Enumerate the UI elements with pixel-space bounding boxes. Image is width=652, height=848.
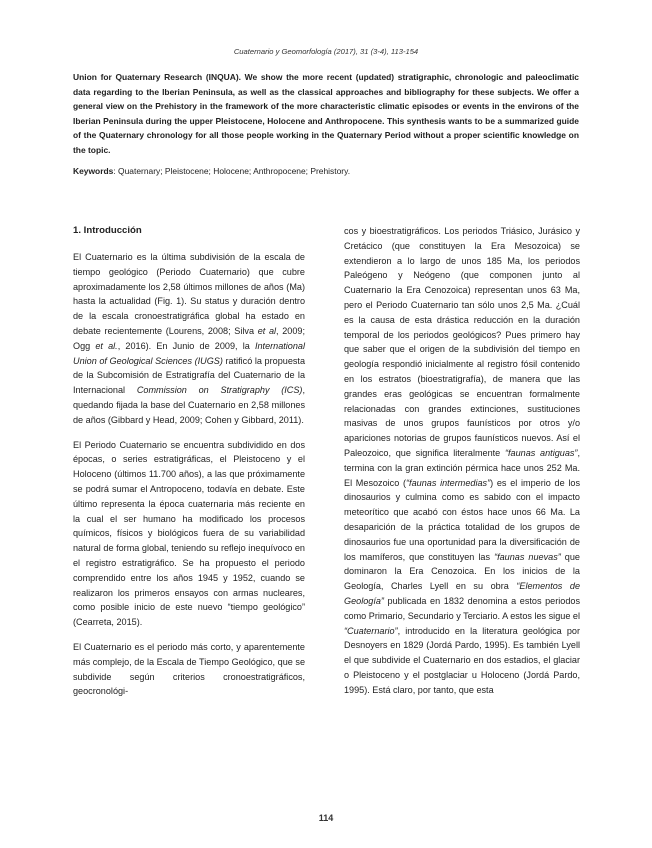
- keywords-list: Quaternary; Pleistocene; Holocene; Anthropocene; Prehistory.: [118, 166, 351, 176]
- section-title: 1. Introducción: [73, 225, 142, 236]
- abstract-text: Union for Quaternary Research (INQUA). We show the more recent (updated) stratigraphic, chronologic and paleoclimatic data regarding to the Iberian Peninsula, as well as the classical approaches and bibliography for these subjects. We offer a general view on the Prehistory in the framework of the more characteristic climatic episodes or events in the environs of the Iberian Peninsula during the upper Pleistocene, Holocene and Anthropocene. This synthesis wants to be a summarized guide of the Quaternary chronology for all those people working in the Quaternary Period without a proper scientific knowledge on the topic.: [73, 72, 579, 155]
- left-column: [73, 224, 305, 709]
- keywords-label: Keywords: [73, 166, 114, 176]
- paragraph-3: El Cuaternario es el periodo más corto, y aparentemente más complejo, de la Escala de Tiempo Geológico, que se subdivide según criterios cronoestratigráficos, geocronológi-: [73, 641, 305, 697]
- paragraph-3-continued: cos y bioestratigráficos. Los periodos Triásico, Jurásico y Cretácico (que constituyen la Era Mesozoica) se extendieron a lo largo de unos 185 Ma, los periodos Paleógeno y Neógeno (que componen junto al Cuaternario la Era Cenozoica) representan unos 63 Ma, pero el Periodo Cuaternario tan sólo unos 2,5 Ma. ¿Cuál es la causa de esta drástica reducción en la duración temporal de los periodos geológicos? Pues primero hay que saber que el origen de la subdivisión del tiempo en geología respondió inicialmente al registro fósil contenido en los estratos (bioestratigrafía), de manera que las grandes eras geológicas se encuentran formalmente relacionadas con grandes extinciones, sustituciones masivas de unos grupos faunísticos por otros y/o apariciones notorias de grupos faunísticos nuevos. Así el Paleozoico, que significa literalmente “faunas antiguas”, termina con la gran extinción pérmica hace unos 252 Ma. El Mesozoico (“faunas intermedias”) es el imperio de los dinosaurios y culmina como es sabido con el impacto meteorítico que acabó con éstos hace unos 66 Ma. La desaparición de la práctica totalidad de los grupos de dinosaurios fue una oportunidad para la diversificación de los mamíferos, que constituyen las “faunas nuevas” que dominaron la Era Cenozoica. En los inicios de la Geología, Charles Lyell en su obra “Elementos de Geología” publicada en 1832 denomina a estos periodos como Primario, Secundario y Terciario. A estos les sigue el “Cuaternario”, introducido en la literatura geológica por Desnoyers en 1829 (Jordá Pardo, 1995). Es también Lyell el que subdivide el Cuaternario en dos estadios, el glaciar o Pleistoceno y el postglaciar u Holoceno (Jordá Pardo, 1995). Está claro, por tanto, que esta: [344, 226, 580, 695]
- paragraph-2: El Periodo Cuaternario se encuentra subdividido en dos épocas, o series estratigráficas, el Pleistoceno y el Holoceno (últimos 11.700 años), a las que próximamente se podrá sumar el Antropoceno, todavía en debate. Este último representa la época cuaternaria más reciente en la cual el ser humano ha modificado los procesos químicos, físicos y biológicos fuera de su variabilidad natural de forma global, teniendo su reflejo inequívoco en el registro estratigráfico. Se ha propuesto el periodo comprendido entre los años 1945 y 1952, cuando se realizaron los primeros ensayos con armas nucleares, como posible inicio de este nuevo “tiempo geológico” (Cearreta, 2015).: [73, 439, 305, 628]
- paragraph-1: El Cuaternario es la última subdivisión de la escala de tiempo geológico (Periodo Cuaternario) que cubre aproximadamente los 2,58 últimos millones de años (Ma) hasta la actualidad (Fig. 1). Su status y duración dentro de la escala cronoestratigráfica global ha estado en debate recientemente (Lourens, 2008; Silva et al, 2009; Ogg et al., 2016). En Junio de 2009, la International Union of Geological Sciences (IUGS) ratificó la propuesta de la Subcomisión de Estratigrafía del Cuaternario de la Internacional Commission on Stratigraphy (ICS), quedando fijada la base del Cuaternario en 2,58 millones de años (Gibbard y Head, 2009; Cohen y Gibbard, 2011).: [73, 252, 306, 425]
- keywords-line: [73, 165, 579, 177]
- keywords-separator: :: [113, 166, 119, 176]
- right-column: [344, 224, 580, 698]
- page-number: 114: [318, 813, 334, 823]
- journal-header: Cuaternario y Geomorfología (2017), 31 (3-4), 113-154: [233, 47, 419, 56]
